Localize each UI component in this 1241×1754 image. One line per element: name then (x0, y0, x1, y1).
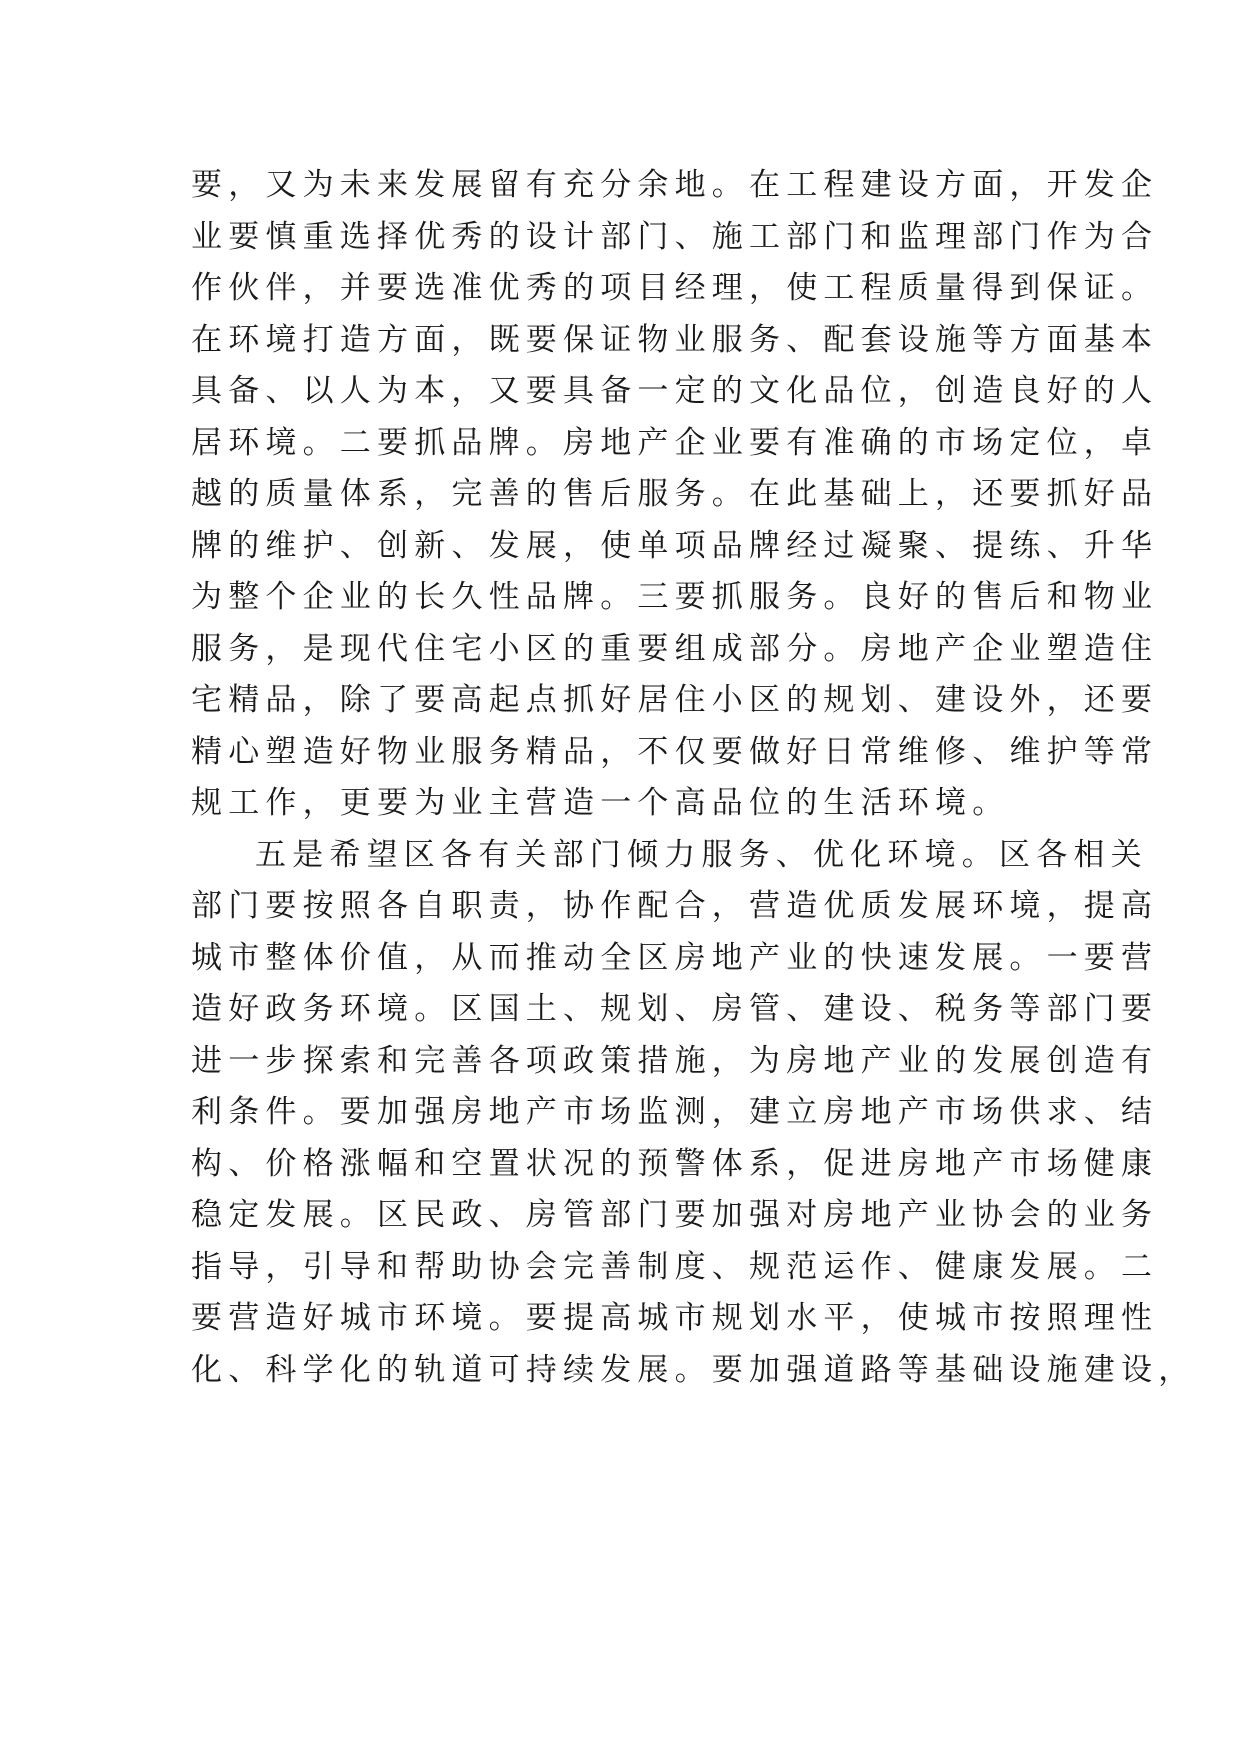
text-line: 具备、以人为本，又要具备一定的文化品位，创造良好的人 (191, 373, 1159, 409)
text-line: 宅精品，除了要高起点抓好居住小区的规划、建设外，还要 (191, 682, 1159, 718)
text-line: 服务，是现代住宅小区的重要组成部分。房地产企业塑造住 (191, 630, 1159, 667)
text-line: 部门要按照各自职责，协作配合，营造优质发展环境，提高 (191, 888, 1159, 924)
text-line: 稳定发展。区民政、房管部门要加强对房地产业协会的业务 (191, 1197, 1159, 1233)
text-line: 指导，引导和帮助协会完善制度、规范运作、健康发展。二 (191, 1248, 1159, 1285)
text-line: 居环境。二要抓品牌。房地产企业要有准确的市场定位，卓 (191, 424, 1159, 461)
text-line: 规工作，更要为业主营造一个高品位的生活环境。 (191, 785, 1010, 821)
text-line: 进一步探索和完善各项政策措施，为房地产业的发展创造有 (191, 1042, 1159, 1079)
text-line: 作伙伴，并要选准优秀的项目经理，使工程质量得到保证。 (191, 270, 1159, 306)
text-line: 为整个企业的长久性品牌。三要抓服务。良好的售后和物业 (191, 579, 1159, 615)
text-line: 构、价格涨幅和空置状况的预警体系，促进房地产市场健康 (191, 1145, 1159, 1182)
text-line: 牌的维护、创新、发展，使单项品牌经过凝聚、提练、升华 (191, 527, 1159, 564)
text-line: 要营造好城市环境。要提高城市规划水平，使城市按照理性 (191, 1300, 1159, 1336)
paragraph-start-line: 五是希望区各有关部门倾力服务、优化环境。区各相关 (255, 836, 1148, 873)
text-line: 在环境打造方面，既要保证物业服务、配套设施等方面基本 (191, 321, 1159, 358)
text-line: 要，又为未来发展留有充分余地。在工程建设方面，开发企 (191, 167, 1159, 203)
text-line: 越的质量体系，完善的售后服务。在此基础上，还要抓好品 (191, 476, 1159, 512)
text-line: 业要慎重选择优秀的设计部门、施工部门和监理部门作为合 (191, 218, 1159, 255)
text-line: 城市整体价值，从而推动全区房地产业的快速发展。一要营 (191, 939, 1159, 976)
text-line: 利条件。要加强房地产市场监测，建立房地产市场供求、结 (191, 1094, 1159, 1130)
body-text (191, 160, 1196, 1396)
text-line: 造好政务环境。区国土、规划、房管、建设、税务等部门要 (191, 991, 1159, 1027)
text-line: 精心塑造好物业服务精品，不仅要做好日常维修、维护等常 (191, 733, 1159, 770)
text-line: 化、科学化的轨道可持续发展。要加强道路等基础设施建设， (191, 1351, 1196, 1388)
